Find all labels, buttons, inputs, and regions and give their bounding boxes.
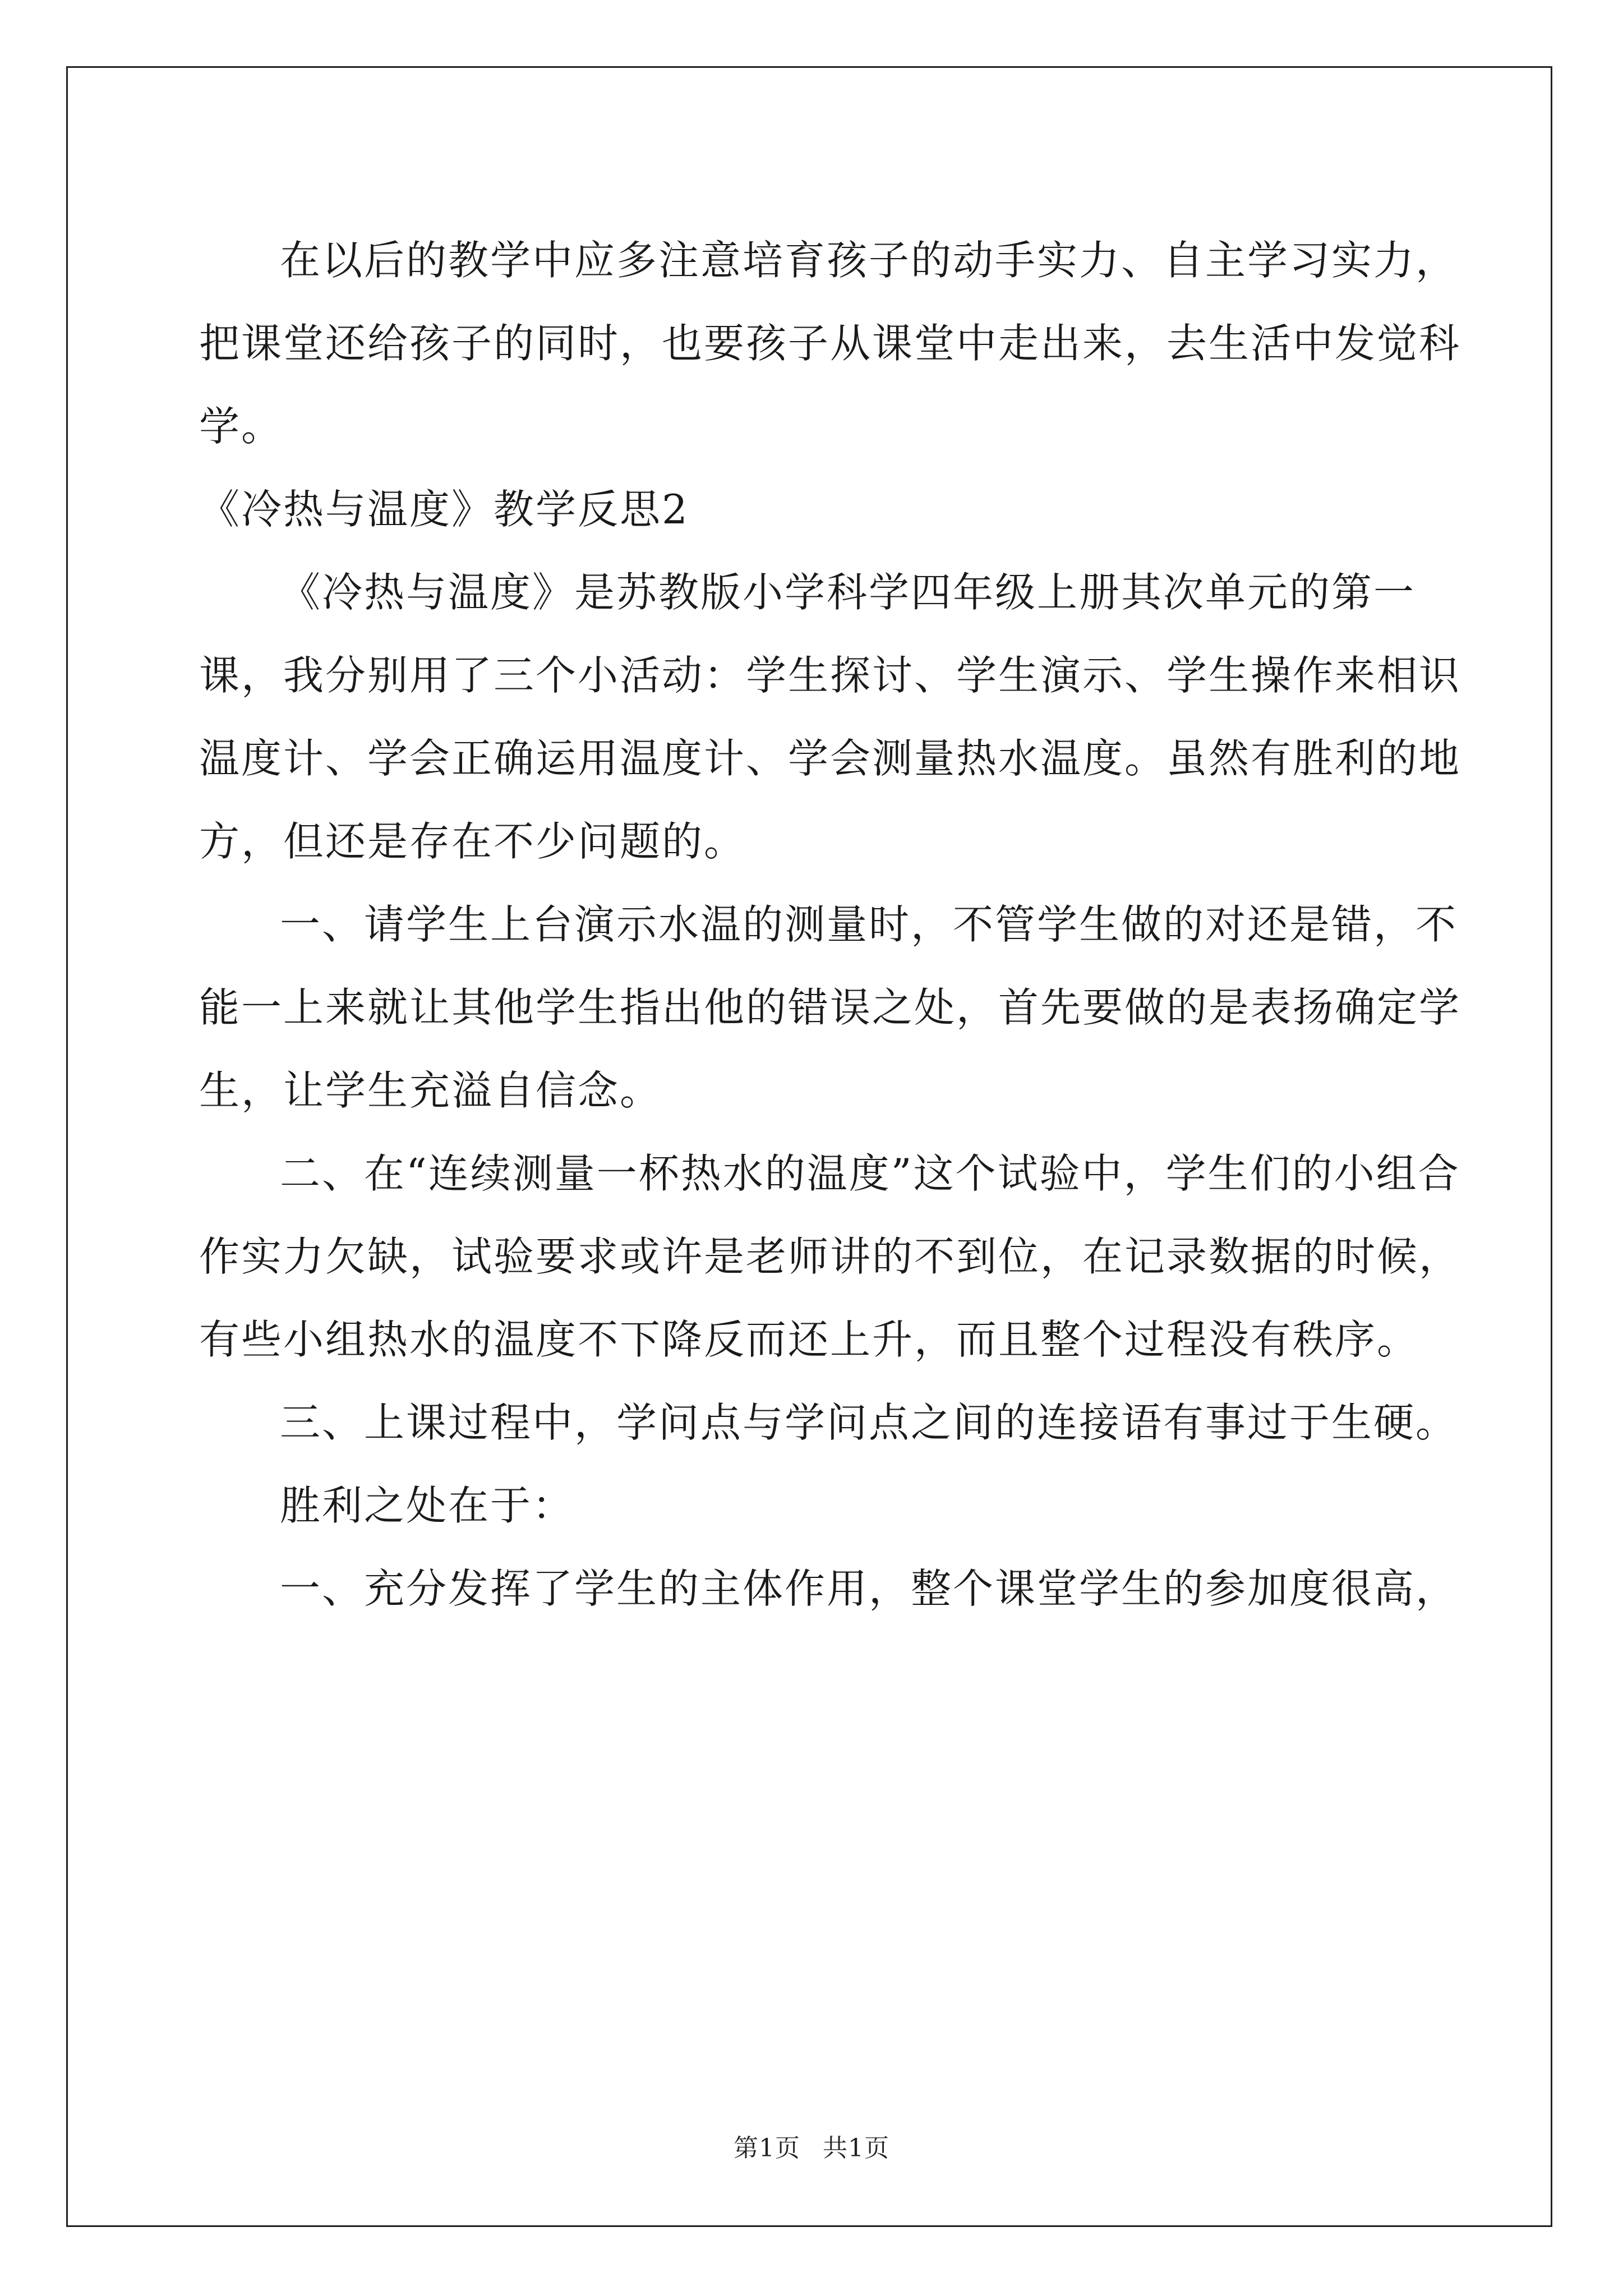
section-heading: 《冷热与温度》教学反思2 bbox=[199, 486, 689, 533]
paragraph-6: 胜利之处在于： bbox=[280, 1482, 575, 1529]
paragraph-4: 二、在“连续测量一杯热水的温度”这个试验中，学生们的小组合作实力欠缺，试验要求或许是老师讲的不到位，在记录数据的时候，有些小组热水的温度不下降反而还上升，而且整个过程没有秩序。 bbox=[199, 1150, 1461, 1363]
document-body bbox=[199, 219, 1461, 1630]
page-number-total: 共1页 bbox=[823, 2134, 889, 2162]
paragraph-3: 一、请学生上台演示水温的测量时，不管学生做的对还是错，不能一上来就让其他学生指出他的错误之处，首先要做的是表扬确定学生，让学生充溢自信念。 bbox=[199, 901, 1461, 1114]
paragraph-1: 在以后的教学中应多注意培育孩子的动手实力、自主学习实力，把课堂还给孩子的同时，也要孩子从课堂中走出来，去生活中发觉科学。 bbox=[199, 237, 1461, 450]
page-footer bbox=[0, 2132, 1623, 2165]
paragraph-7: 一、充分发挥了学生的主体作用，整个课堂学生的参加度很高， bbox=[280, 1565, 1458, 1612]
page-number-current: 第1页 bbox=[734, 2134, 800, 2162]
paragraph-5: 三、上课过程中，学问点与学问点之间的连接语有事过于生硬。 bbox=[280, 1399, 1458, 1446]
paragraph-2: 《冷热与温度》是苏教版小学科学四年级上册其次单元的第一课，我分别用了三个小活动：学生探讨、学生演示、学生操作来相识温度计、学会正确运用温度计、学会测量热水温度。虽然有胜利的地方，但还是存在不少问题的。 bbox=[199, 569, 1461, 865]
